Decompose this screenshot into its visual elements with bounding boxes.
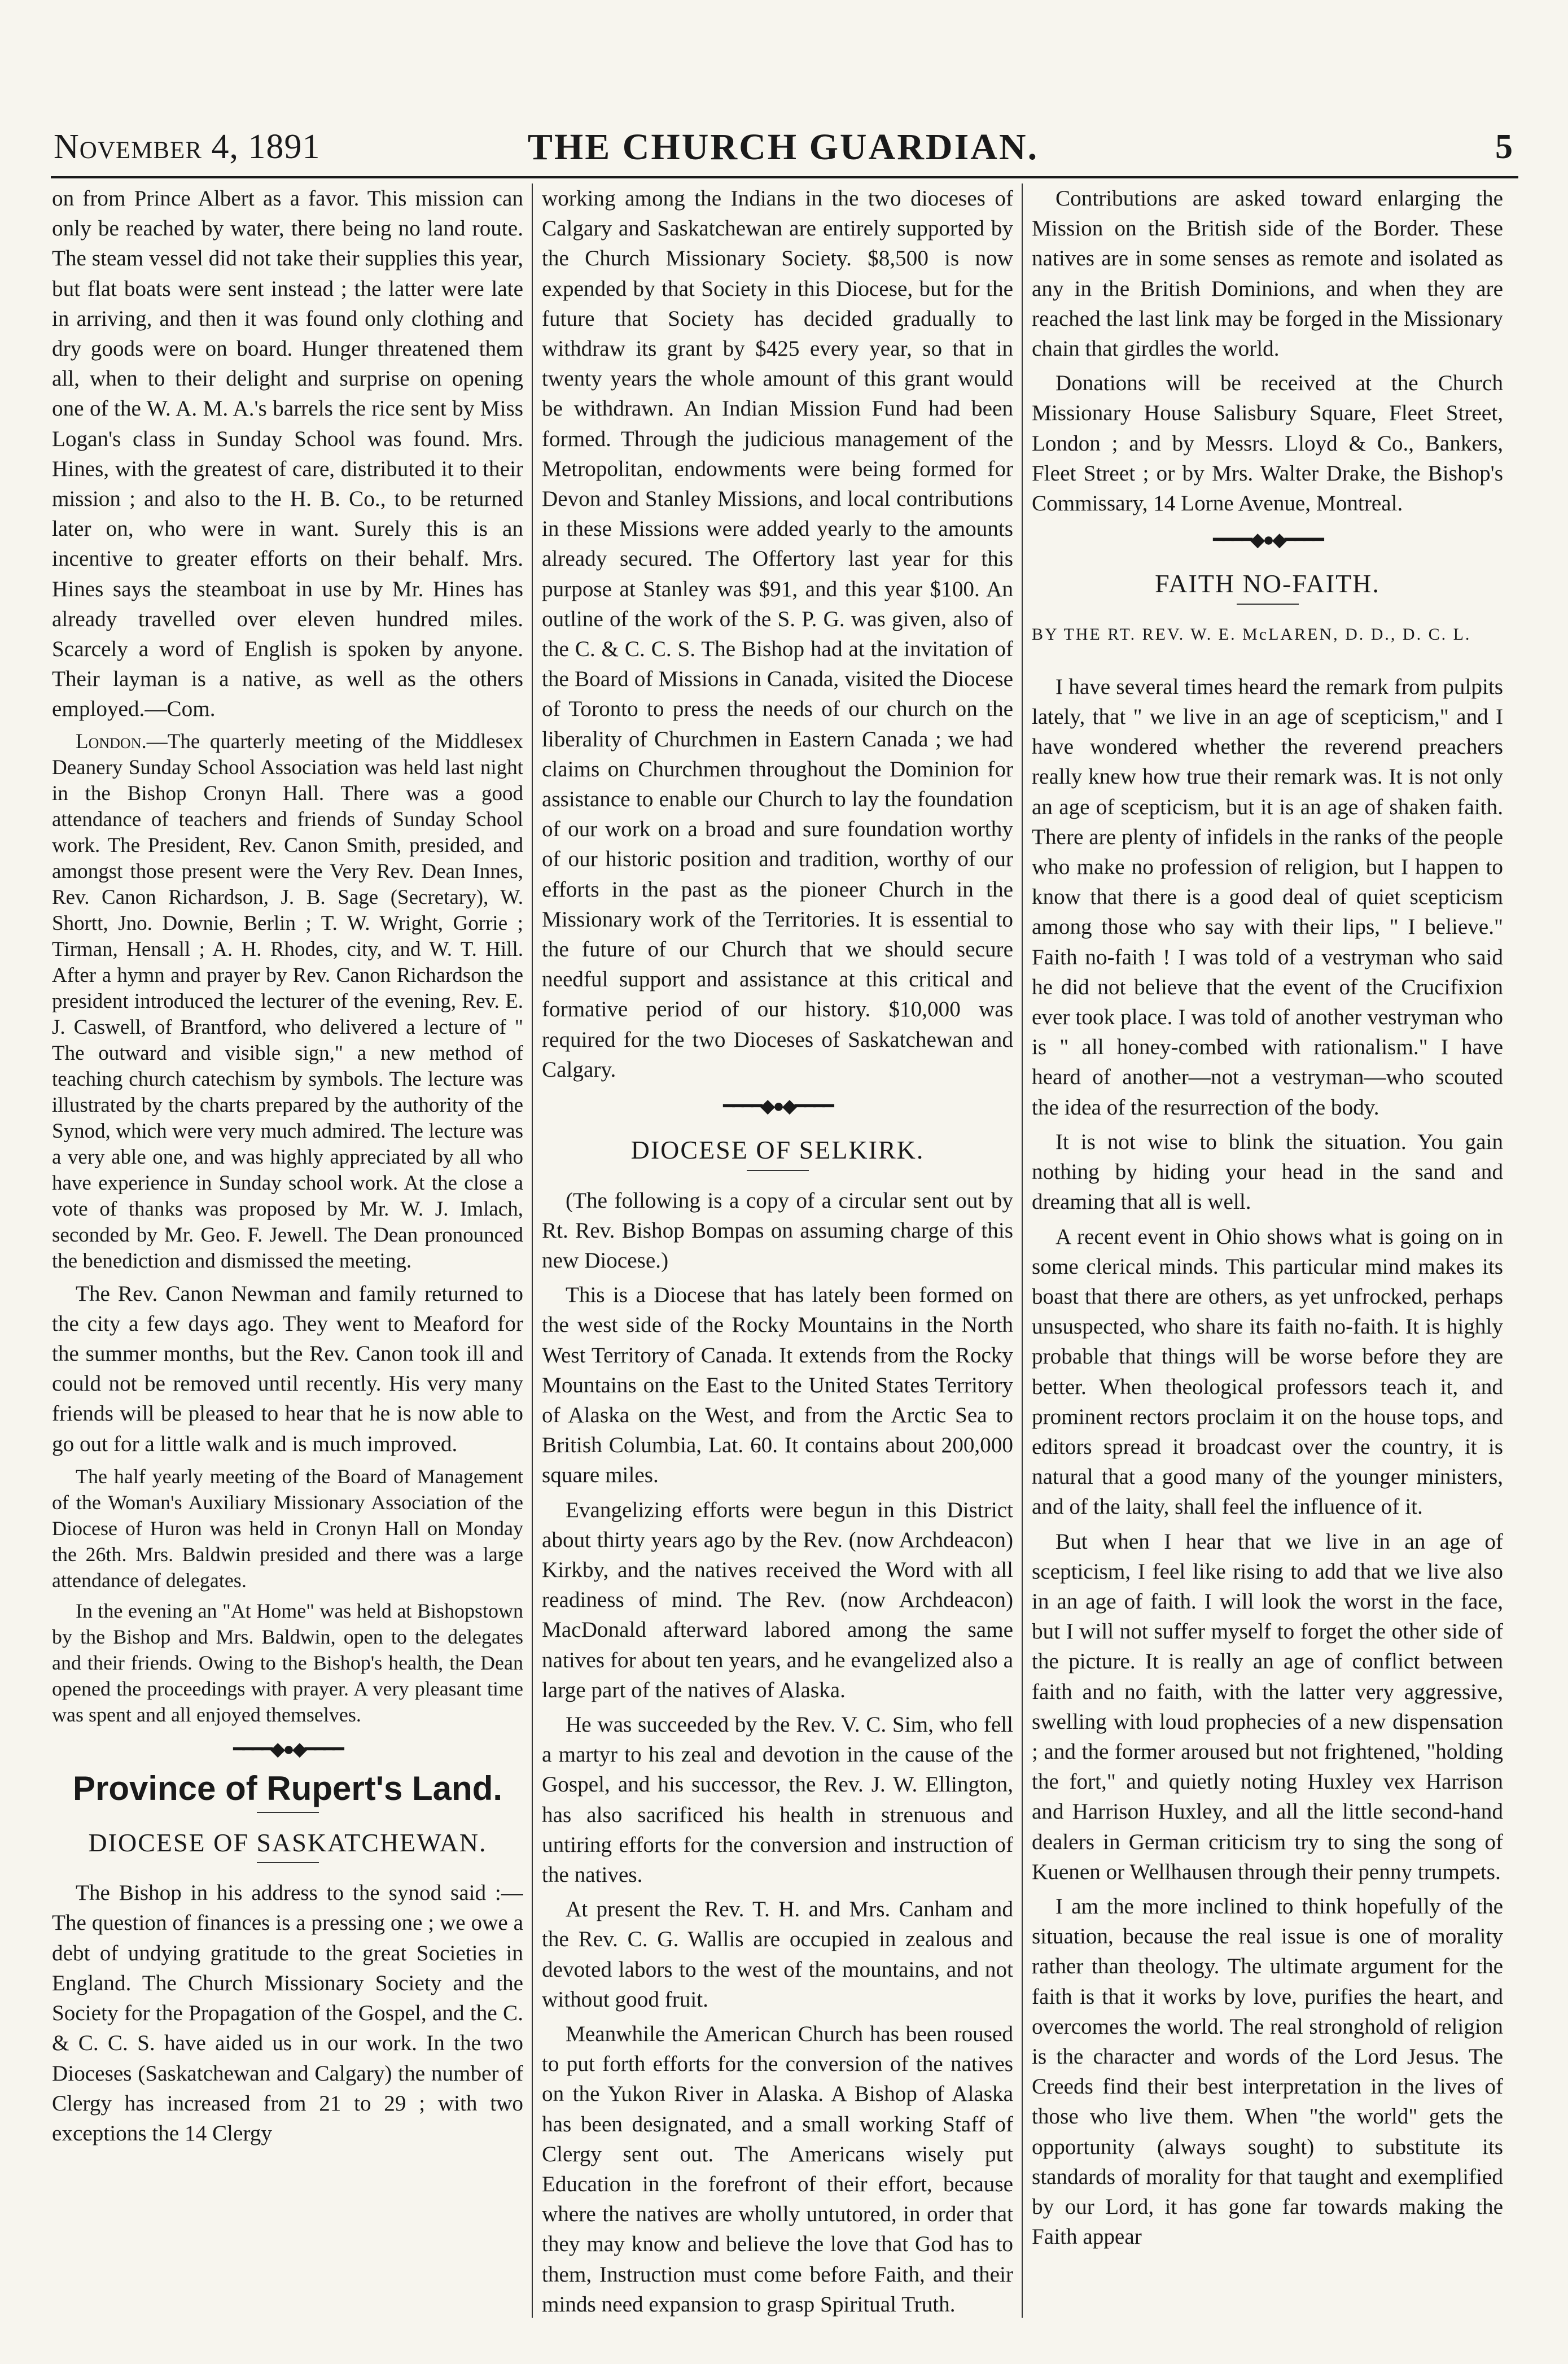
header-rule — [51, 176, 1518, 178]
place-lead: London. — [76, 729, 147, 753]
short-rule — [1237, 604, 1299, 605]
diocese-title: DIOCESE OF SELKIRK. — [630, 1135, 925, 1165]
ornament-divider: ━━━━◆●◆━━━━ — [233, 1738, 342, 1760]
article-paragraph: I am the more inclined to think hopefully of the situation, because the real issue is one of morality rather than theology. The ultimate argument for the faith is that it works by love, purifies the heart, and overcomes the world. The real stronghold of religion is the character and words of the Lord Jesus. The Creeds find their best interpretation in the lives of those who live them. When "the world" gets the opportunity (always sought) to substitute its standards of morality for that taught and exemplified by our Lord, it has gone far towards making the Faith appear — [1032, 1894, 1503, 2249]
article-paragraph — [52, 729, 523, 1274]
short-rule — [747, 1170, 809, 1171]
short-rule — [257, 1862, 319, 1863]
article-text: —The quarterly meeting of the Middlesex Deanery Sunday School Association was held last night in the Bishop Cronyn Hall. There was a good attendance of teachers and friends of Sunday School work. The President, Rev. Canon Smith, presided, and amongst those present were the Very Rev. Dean Innes, Rev. Canon Richardson, J. B. Sage (Secretary), W. Shortt, Jno. Downie, Berlin ; T. W. Wright, Gorrie ; Tirman, Hensall ; A. H. Rhodes, city, and W. T. Hill. After a hymn and prayer by Rev. Canon Richardson the president introduced the lecturer of the evening, Rev. E. J. Caswell, of Brantford, who delivered a lecture of " The outward and visible sign," a new method of teaching church catechism by symbols. The lecture was illustrated by the charts prepared by the authority of the Synod, which were very much admired. The lecture was a very able one, and was highly appreciated by all who have experience in Sunday school work. At the close a vote of thanks was proposed by Mr. W. J. Imlach, seconded by Mr. Geo. F. Jewell. The Dean pronounced the benediction and dismissed the meeting. — [52, 729, 523, 1273]
article-paragraph: In the evening an "At Home" was held at Bishopstown by the Bishop and Mrs. Baldwin, open to the delegates and their friends. Owing to the Bishop's health, the Dean opened the proceedings with prayer. A very pleasant time was spent and all enjoyed themselves. — [52, 1599, 523, 1726]
article-paragraph: He was succeeded by the Rev. V. C. Sim, who fell a martyr to his zeal and devotion in the cause of the Gospel, and his successor, the Rev. J. W. Ellington, has also sacrificed his health in strenuous and untiring efforts for the conversion and instruction of the natives. — [542, 1712, 1013, 1887]
article-paragraph: At present the Rev. T. H. and Mrs. Canham and the Rev. C. G. Wallis are occupied in zealous and devoted labors to the west of the mountains, and not without good fruit. — [542, 1897, 1013, 2012]
column-divider — [532, 183, 533, 2318]
newspaper-title: THE CHURCH GUARDIAN. — [527, 126, 1039, 168]
article-title: FAITH NO-FAITH. — [1155, 569, 1380, 598]
short-rule — [257, 1812, 319, 1813]
article-paragraph: The Rev. Canon Newman and family returned to the city a few days ago. They went to Meaford for the summer months, but the Rev. Canon took ill and could not be removed until recently. His very many friends will be pleased to hear that he is now able to go out for a little walk and is much improved. — [52, 1281, 523, 1456]
page-header — [54, 121, 1513, 172]
article-paragraph: Meanwhile the American Church has been roused to put forth efforts for the conversion of the natives on the Yukon River in Alaska. A Bishop of Alaska has been designated, and a small working Staff of Clergy sent out. The Americans wisely put Education in the forefront of their effort, because where the natives are wholly untutored, in order that they may know and believe the love that God has to them, Instruction must come before Faith, and their minds need expansion to grasp Spiritual Truth. — [542, 2021, 1013, 2317]
byline: BY THE RT. REV. W. E. McLAREN, D. D., D. C. L. — [1032, 624, 1471, 644]
diocese-title: DIOCESE OF SASKATCHEWAN. — [88, 1828, 487, 1858]
page-number: 5 — [1495, 128, 1513, 166]
column-1 — [52, 183, 523, 2318]
article-paragraph: on from Prince Albert as a favor. This mission can only be reached by water, there being no land route. The steam vessel did not take their supplies this year, but flat boats were sent instead ; the latter were late in arriving, and then it was found only clothing and dry goods were on board. Hunger threatened them all, when to their delight and surprise on opening one of the W. A. M. A.'s barrels the rice sent by Miss Logan's class in Sunday School was found. Mrs. Hines, with the greatest of care, distributed it to their mission ; and also to the H. B. Co., to be returned later on, who were in want. Surely this is an incentive to greater efforts on their behalf. Mrs. Hines says the steamboat in use by Mr. Hines has already travelled over eleven hundred miles. Scarcely a word of English is spoken by anyone. Their layman is a native, as well as the others employed.—Com. — [52, 186, 523, 722]
article-paragraph: This is a Diocese that has lately been formed on the west side of the Rocky Mountains in the North West Territory of Canada. It extends from the Rocky Mountains on the East to the United States Territory of Alaska on the West, and from the Arctic Sea to British Columbia, Lat. 60. It contains about 200,000 square miles. — [542, 1283, 1013, 1488]
article-paragraph: The half yearly meeting of the Board of Management of the Woman's Auxiliary Missionary Association of the Diocese of Huron was held in Cronyn Hall on Monday the 26th. Mrs. Baldwin presided and there was a large attendance of delegates. — [52, 1465, 523, 1592]
article-paragraph: A recent event in Ohio shows what is going on in some clerical minds. This particular mind makes its boast that there are others, as yet unfrocked, perhaps unsuspected, who share its faith no-faith. It is highly probable that things will be worse before they are better. When theological professors teach it, and prominent rectors proclaim it on the house tops, and editors spread it broadcast over the country, it is natural that a good many of the younger ministers, and of the laity, shall feel the influence of it. — [1032, 1224, 1503, 1519]
section-title: Province of Rupert's Land. — [72, 1769, 503, 1808]
article-paragraph: working among the Indians in the two dioceses of Calgary and Saskatchewan are entirely supported by the Church Missionary Society. $8,500 is now expended by that Society in this Diocese, but for the future that Society has decided gradually to withdraw its grant by $425 every year, so that in twenty years the whole amount of this grant would be withdrawn. An Indian Mission Fund had been formed. Through the judicious management of the Metropolitan, endowments were being formed for Devon and Stanley Missions, and local contributions in these Missions were added yearly to the amounts already secured. The Offertory last year for this purpose at Stanley was $91, and this year $100. An outline of the work of the S. P. G. was given, also of the C. & C. C. S. The Bishop had at the invitation of the Board of Missions in Canada, visited the Diocese of Toronto to press the needs of our church on the liberality of Churchmen in Eastern Canada ; we had claims on Churchmen throughout the Dominion for assistance to enable our Church to lay the foundation of our work on a broad and sure foundation worthy of our historic position and tradition, worthy of our efforts in the past as the pioneer Church in the Missionary work of the Territories. It is essential to the future of our Church that we should secure needful support and assistance at this critical and formative period of our history. $10,000 was required for the two Dioceses of Saskatchewan and Calgary. — [542, 186, 1013, 1082]
column-3 — [1032, 183, 1503, 2318]
article-paragraph: The Bishop in his address to the synod said :— The question of finances is a pressing one ; we owe a debt of undying gratitude to the great Societies in England. The Church Missionary Society and the Society for the Propagation of the Gospel, and the C. & C. C. S. have aided us in our work. In the two Dioceses (Saskatchewan and Calgary) the number of Clergy has increased from 21 to 29 ; with two exceptions the 14 Clergy — [52, 1881, 523, 2145]
article-paragraph: But when I hear that we live in an age of scepticism, I feel like rising to add that we live also in an age of faith. I will look the worst in the face, but I will not suffer myself to forget the other side of the picture. It is really an age of conflict between faith and no faith, with the latter very aggressive, swelling with loud prophecies of a new dispensation ; and the former aroused but not frightened, "holding the fort," and quietly noting Huxley vex Harrison and Harrison Huxley, and all the little second-hand dealers in German criticism try to sing the song of Kuenen or Wellhausen through their penny trumpets. — [1032, 1529, 1503, 1884]
article-paragraph: Evangelizing efforts were begun in this District about thirty years ago by the Rev. (now Archdeacon) Kirkby, and the natives received the Word with all readiness of mind. The Rev. (now Archdeacon) MacDonald afterward labored among the same natives for about ten years, and he evangelized also a large part of the natives of Alaska. — [542, 1497, 1013, 1702]
ornament-divider: ━━━━◆●◆━━━━ — [723, 1096, 832, 1117]
article-paragraph: Contributions are asked toward enlarging the Mission on the British side of the Border. These natives are in some senses as remote and isolated as any in the British Dominions, and when they are reached the last link may be forged in the Missionary chain that girdles the world. — [1032, 186, 1503, 361]
article-paragraph: It is not wise to blink the situation. You gain nothing by hiding your head in the sand and dreaming that all is well. — [1032, 1129, 1503, 1214]
column-divider — [1022, 183, 1023, 2318]
issue-date: November 4, 1891 — [54, 128, 321, 166]
column-2 — [542, 183, 1013, 2318]
article-paragraph: I have several times heard the remark from pulpits lately, that " we live in an age of scepticism," and I have wondered whether the reverend preachers really knew how true their remark was. It is not only an age of scepticism, but it is an age of shaken faith. There are plenty of infidels in the ranks of the people who make no profession of religion, but I happen to know that there is a good deal of quiet scepticism among those who say with their lips, " I believe." Faith no-faith ! I was told of a vestryman who said he did not believe that the event of the Crucifixion ever took place. I was told of another vestryman who is " all honey-combed with rationalism." I have heard of another—not a vestryman—who scouted the idea of the resurrection of the body. — [1032, 674, 1503, 1120]
ornament-divider: ━━━━◆●◆━━━━ — [1213, 530, 1322, 551]
article-paragraph: (The following is a copy of a circular sent out by Rt. Rev. Bishop Bompas on assuming charge of this new Diocese.) — [542, 1188, 1013, 1273]
article-paragraph: Donations will be received at the Church Missionary House Salisbury Square, Fleet Street, London ; and by Messrs. Lloyd & Co., Bankers, Fleet Street ; or by Mrs. Walter Drake, the Bishop's Commissary, 14 Lorne Avenue, Montreal. — [1032, 371, 1503, 516]
